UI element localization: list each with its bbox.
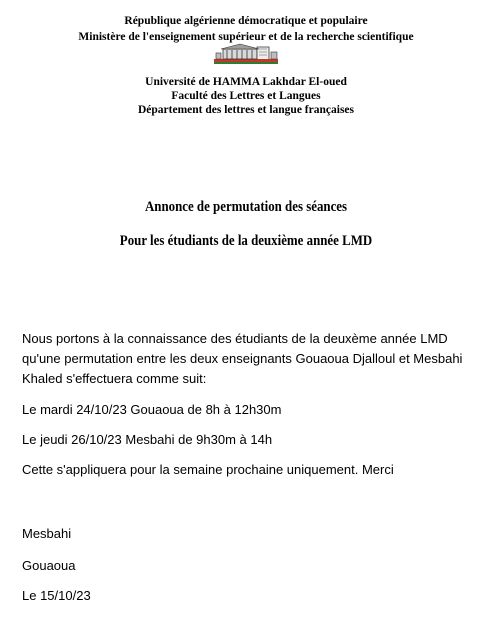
university-logo-icon xyxy=(213,43,279,67)
closing-note: Cette s'appliquera pour la semaine prochaine uniquement. Merci xyxy=(22,462,394,477)
department-name: Département des lettres et langue françaises xyxy=(138,104,354,116)
ministry-line: Ministère de l'enseignement supérieur et de la recherche scientifique xyxy=(78,31,414,43)
announcement-subtitle: Pour les étudiants de la deuxième année LMD xyxy=(119,233,373,249)
announcement-title: Annonce de permutation des séances xyxy=(144,199,348,215)
signature-name: Gouaoua xyxy=(22,558,76,573)
schedule-item-thursday: Le jeudi 26/10/23 Mesbahi de 9h30m à 14h xyxy=(22,432,273,447)
republic-line: République algérienne démocratique et populaire xyxy=(124,15,368,27)
signature-name: Mesbahi xyxy=(22,526,72,541)
faculty-name: Faculté des Lettres et Langues xyxy=(171,90,321,102)
body-paragraph-line: Khaled s'effectuera comme suit: xyxy=(22,371,207,386)
document-date: Le 15/10/23 xyxy=(22,588,91,603)
university-name: Université de HAMMA Lakhdar El-oued xyxy=(145,76,347,88)
body-paragraph-line: qu'une permutation entre les deux enseignants Gouaoua Djalloul et Mesbahi xyxy=(22,351,463,366)
body-paragraph-line: Nous portons à la connaissance des étudiants de la deuxème année LMD xyxy=(22,331,448,346)
schedule-item-tuesday: Le mardi 24/10/23 Gouaoua de 8h à 12h30m xyxy=(22,402,282,417)
